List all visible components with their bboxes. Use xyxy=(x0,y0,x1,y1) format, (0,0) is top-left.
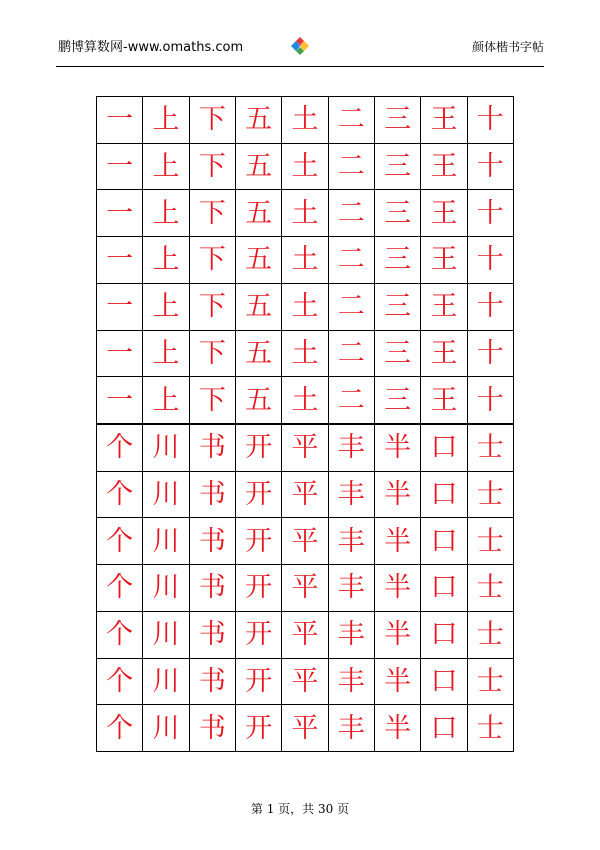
block-one-row xyxy=(97,97,514,144)
practice-character-cell: 平 xyxy=(282,518,328,565)
practice-character-cell: 士 xyxy=(467,518,513,565)
practice-character-cell: 五 xyxy=(235,97,281,144)
site-name: 鹏博算数网-www.omaths.com xyxy=(58,40,244,55)
practice-character-cell: 士 xyxy=(467,611,513,658)
practice-character-cell: 上 xyxy=(143,97,189,144)
practice-character-cell: 五 xyxy=(235,377,281,424)
practice-character-cell: 丰 xyxy=(328,565,374,612)
practice-character-cell: 开 xyxy=(235,705,281,752)
practice-character-cell: 十 xyxy=(467,283,513,330)
practice-character-cell: 十 xyxy=(467,143,513,190)
practice-character-cell: 二 xyxy=(328,377,374,424)
practice-character-cell: 上 xyxy=(143,190,189,237)
practice-character-cell: 个 xyxy=(97,705,143,752)
practice-character-cell: 平 xyxy=(282,658,328,705)
practice-character-cell: 半 xyxy=(374,611,420,658)
practice-character-cell: 书 xyxy=(189,425,235,472)
practice-character-cell: 二 xyxy=(328,237,374,284)
practice-character-cell: 土 xyxy=(282,377,328,424)
practice-character-cell: 半 xyxy=(374,705,420,752)
practice-character-cell: 下 xyxy=(189,97,235,144)
practice-character-cell: 三 xyxy=(374,97,420,144)
practice-character-cell: 一 xyxy=(97,190,143,237)
practice-character-cell: 一 xyxy=(97,330,143,377)
practice-character-cell: 一 xyxy=(97,97,143,144)
practice-character-cell: 开 xyxy=(235,425,281,472)
practice-character-cell: 平 xyxy=(282,565,328,612)
practice-character-cell: 开 xyxy=(235,611,281,658)
practice-character-cell: 土 xyxy=(282,190,328,237)
header-divider xyxy=(56,66,544,67)
block-one-row xyxy=(97,283,514,330)
practice-character-cell: 一 xyxy=(97,237,143,284)
block-one-row xyxy=(97,143,514,190)
practice-character-cell: 半 xyxy=(374,518,420,565)
practice-character-cell: 士 xyxy=(467,658,513,705)
practice-character-cell: 上 xyxy=(143,377,189,424)
practice-character-cell: 二 xyxy=(328,143,374,190)
practice-grid-block-two xyxy=(96,424,514,752)
practice-character-cell: 土 xyxy=(282,237,328,284)
practice-character-cell: 半 xyxy=(374,565,420,612)
practice-character-cell: 一 xyxy=(97,283,143,330)
practice-character-cell: 十 xyxy=(467,190,513,237)
practice-character-cell: 书 xyxy=(189,705,235,752)
practice-character-cell: 口 xyxy=(421,565,467,612)
practice-character-cell: 开 xyxy=(235,658,281,705)
practice-character-cell: 二 xyxy=(328,190,374,237)
practice-character-cell: 土 xyxy=(282,143,328,190)
practice-character-cell: 上 xyxy=(143,237,189,284)
practice-character-cell: 川 xyxy=(143,611,189,658)
practice-character-cell: 士 xyxy=(467,705,513,752)
practice-character-cell: 十 xyxy=(467,237,513,284)
block-one-row xyxy=(97,330,514,377)
practice-character-cell: 下 xyxy=(189,190,235,237)
practice-character-cell: 开 xyxy=(235,471,281,518)
practice-character-cell: 三 xyxy=(374,330,420,377)
practice-character-cell: 平 xyxy=(282,705,328,752)
practice-character-cell: 下 xyxy=(189,377,235,424)
page-number: 第 1 页，共 30 页 xyxy=(250,802,350,816)
practice-character-cell: 个 xyxy=(97,518,143,565)
practice-character-cell: 王 xyxy=(421,377,467,424)
block-two-row xyxy=(97,425,514,472)
practice-character-cell: 书 xyxy=(189,471,235,518)
practice-character-cell: 个 xyxy=(97,565,143,612)
practice-character-cell: 十 xyxy=(467,330,513,377)
block-one-row xyxy=(97,237,514,284)
practice-character-cell: 王 xyxy=(421,97,467,144)
practice-character-cell: 平 xyxy=(282,425,328,472)
practice-character-cell: 王 xyxy=(421,190,467,237)
practice-character-cell: 五 xyxy=(235,143,281,190)
practice-character-cell: 口 xyxy=(421,471,467,518)
practice-character-cell: 士 xyxy=(467,565,513,612)
practice-character-cell: 丰 xyxy=(328,658,374,705)
practice-character-cell: 口 xyxy=(421,518,467,565)
practice-character-cell: 半 xyxy=(374,471,420,518)
practice-character-cell: 一 xyxy=(97,377,143,424)
practice-character-cell: 三 xyxy=(374,283,420,330)
practice-character-cell: 个 xyxy=(97,471,143,518)
practice-character-cell: 川 xyxy=(143,471,189,518)
practice-character-cell: 平 xyxy=(282,611,328,658)
practice-character-cell: 书 xyxy=(189,518,235,565)
practice-character-cell: 王 xyxy=(421,283,467,330)
practice-character-cell: 开 xyxy=(235,518,281,565)
practice-character-cell: 士 xyxy=(467,425,513,472)
practice-character-cell: 半 xyxy=(374,425,420,472)
practice-character-cell: 王 xyxy=(421,330,467,377)
block-two-row xyxy=(97,565,514,612)
practice-character-cell: 川 xyxy=(143,425,189,472)
block-one-row xyxy=(97,377,514,424)
practice-character-cell: 口 xyxy=(421,611,467,658)
practice-character-cell: 三 xyxy=(374,190,420,237)
practice-character-cell: 个 xyxy=(97,425,143,472)
practice-character-cell: 丰 xyxy=(328,518,374,565)
practice-character-cell: 川 xyxy=(143,518,189,565)
practice-character-cell: 半 xyxy=(374,658,420,705)
practice-character-cell: 个 xyxy=(97,611,143,658)
practice-character-cell: 口 xyxy=(421,705,467,752)
practice-character-cell: 三 xyxy=(374,143,420,190)
block-two-row xyxy=(97,611,514,658)
practice-character-cell: 上 xyxy=(143,283,189,330)
practice-grid-block-one xyxy=(96,96,514,424)
practice-character-cell: 五 xyxy=(235,330,281,377)
practice-character-cell: 书 xyxy=(189,658,235,705)
block-two-row xyxy=(97,658,514,705)
document-title: 颜体楷书字帖 xyxy=(471,40,544,54)
practice-character-cell: 三 xyxy=(374,237,420,284)
practice-character-cell: 川 xyxy=(143,705,189,752)
practice-character-cell: 上 xyxy=(143,143,189,190)
practice-character-cell: 口 xyxy=(421,658,467,705)
practice-character-cell: 口 xyxy=(421,425,467,472)
practice-character-cell: 土 xyxy=(282,330,328,377)
block-two-row xyxy=(97,518,514,565)
practice-character-cell: 五 xyxy=(235,190,281,237)
practice-character-cell: 下 xyxy=(189,283,235,330)
practice-character-cell: 书 xyxy=(189,611,235,658)
practice-character-cell: 丰 xyxy=(328,471,374,518)
practice-character-cell: 士 xyxy=(467,471,513,518)
practice-character-cell: 开 xyxy=(235,565,281,612)
practice-character-cell: 二 xyxy=(328,330,374,377)
practice-character-cell: 下 xyxy=(189,330,235,377)
practice-character-cell: 丰 xyxy=(328,611,374,658)
practice-character-cell: 王 xyxy=(421,143,467,190)
practice-character-cell: 五 xyxy=(235,283,281,330)
practice-character-cell: 下 xyxy=(189,143,235,190)
block-two-row xyxy=(97,471,514,518)
practice-character-cell: 王 xyxy=(421,237,467,284)
practice-character-cell: 五 xyxy=(235,237,281,284)
practice-character-cell: 土 xyxy=(282,97,328,144)
practice-character-cell: 上 xyxy=(143,330,189,377)
practice-character-cell: 十 xyxy=(467,97,513,144)
block-two-row xyxy=(97,705,514,752)
practice-character-cell: 丰 xyxy=(328,425,374,472)
diamond-logo-icon xyxy=(290,36,310,56)
practice-character-cell: 川 xyxy=(143,658,189,705)
practice-character-cell: 十 xyxy=(467,377,513,424)
practice-character-cell: 个 xyxy=(97,658,143,705)
practice-character-cell: 土 xyxy=(282,283,328,330)
practice-character-cell: 三 xyxy=(374,377,420,424)
practice-character-cell: 平 xyxy=(282,471,328,518)
practice-character-cell: 一 xyxy=(97,143,143,190)
block-one-row xyxy=(97,190,514,237)
practice-character-cell: 丰 xyxy=(328,705,374,752)
practice-character-cell: 二 xyxy=(328,97,374,144)
practice-character-cell: 下 xyxy=(189,237,235,284)
practice-character-cell: 书 xyxy=(189,565,235,612)
practice-character-cell: 二 xyxy=(328,283,374,330)
practice-character-cell: 川 xyxy=(143,565,189,612)
